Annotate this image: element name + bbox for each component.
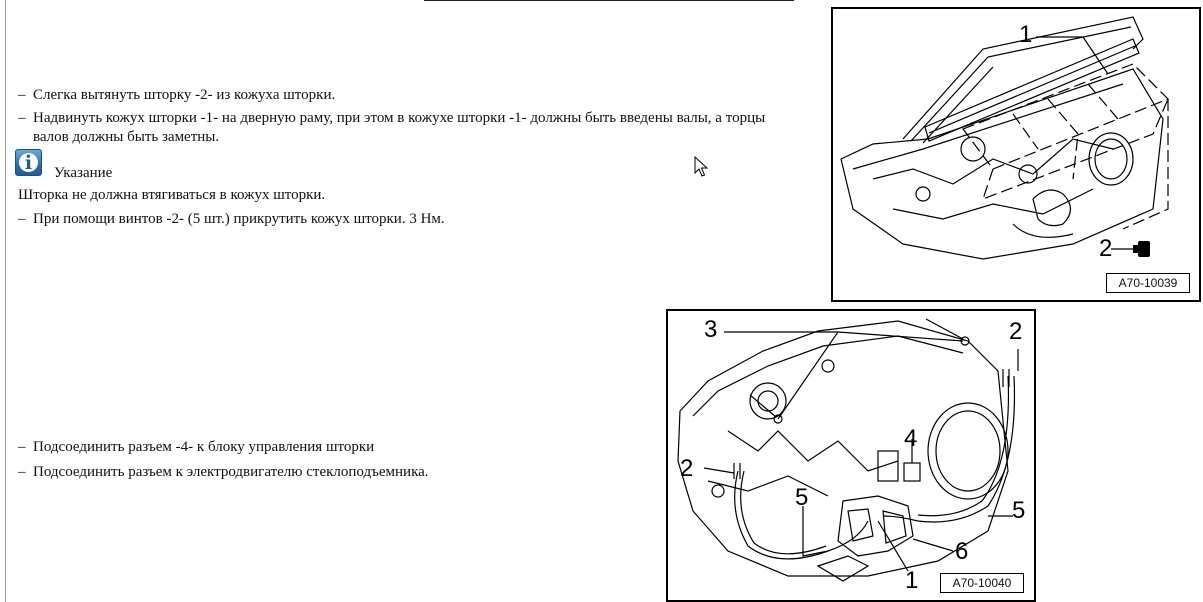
step-5-text: Подсоединить разъем к электродвигателю стеклоподъемника. <box>33 464 429 480</box>
page-left-border <box>5 0 6 602</box>
step-4-text: Подсоединить разъем -4- к блоку управления шторки <box>33 439 375 455</box>
callout-2-left: 2 <box>680 455 694 482</box>
figure-1-drawing <box>833 9 1199 300</box>
step-2-continuation: валов должны быть заметны. <box>33 129 220 145</box>
instruction-step-5 <box>18 462 429 482</box>
callout-4: 4 <box>904 425 918 452</box>
callout-2: 2 <box>1099 235 1113 262</box>
screw-icon <box>1133 241 1150 257</box>
instruction-step-1 <box>18 85 335 105</box>
callout-5-left: 5 <box>795 484 809 511</box>
callout-3: 3 <box>704 316 718 343</box>
note-heading: Указание <box>54 165 113 181</box>
list-dash: – <box>18 211 26 227</box>
callout-1: 1 <box>1019 21 1033 48</box>
figure-code: A70-10040 <box>940 573 1024 593</box>
mouse-pointer-icon <box>694 156 708 178</box>
figure-code: A70-10039 <box>1106 273 1190 293</box>
list-dash: – <box>18 87 26 103</box>
instruction-step-3 <box>18 209 445 229</box>
step-2-text: Надвинуть кожух шторки -1- на дверную раму, при этом в кожухе шторки -1- должны быть введены валы, а торцы <box>33 110 766 126</box>
top-divider <box>424 0 794 1</box>
figure-connectors <box>666 309 1036 602</box>
info-icon-glyph: i <box>24 152 33 174</box>
list-dash: – <box>18 110 26 126</box>
note-text: Шторка не должна втягиваться в кожух шторки. <box>18 187 326 203</box>
step-1-text: Слегка вытянуть шторку -2- из кожуха шторки. <box>33 87 336 103</box>
instruction-step-4 <box>18 437 374 457</box>
figure-shade-housing <box>831 7 1201 302</box>
info-icon <box>15 149 42 176</box>
instruction-step-2 <box>18 108 765 128</box>
figure-2-drawing <box>668 311 1034 600</box>
callout-1: 1 <box>905 567 919 594</box>
list-dash: – <box>18 439 26 455</box>
list-dash: – <box>18 464 26 480</box>
callout-6: 6 <box>955 538 969 565</box>
callout-5-right: 5 <box>1012 497 1026 524</box>
step-3-text: При помощи винтов -2- (5 шт.) прикрутить кожух шторки. 3 Нм. <box>33 211 445 227</box>
callout-2-right: 2 <box>1009 318 1023 345</box>
